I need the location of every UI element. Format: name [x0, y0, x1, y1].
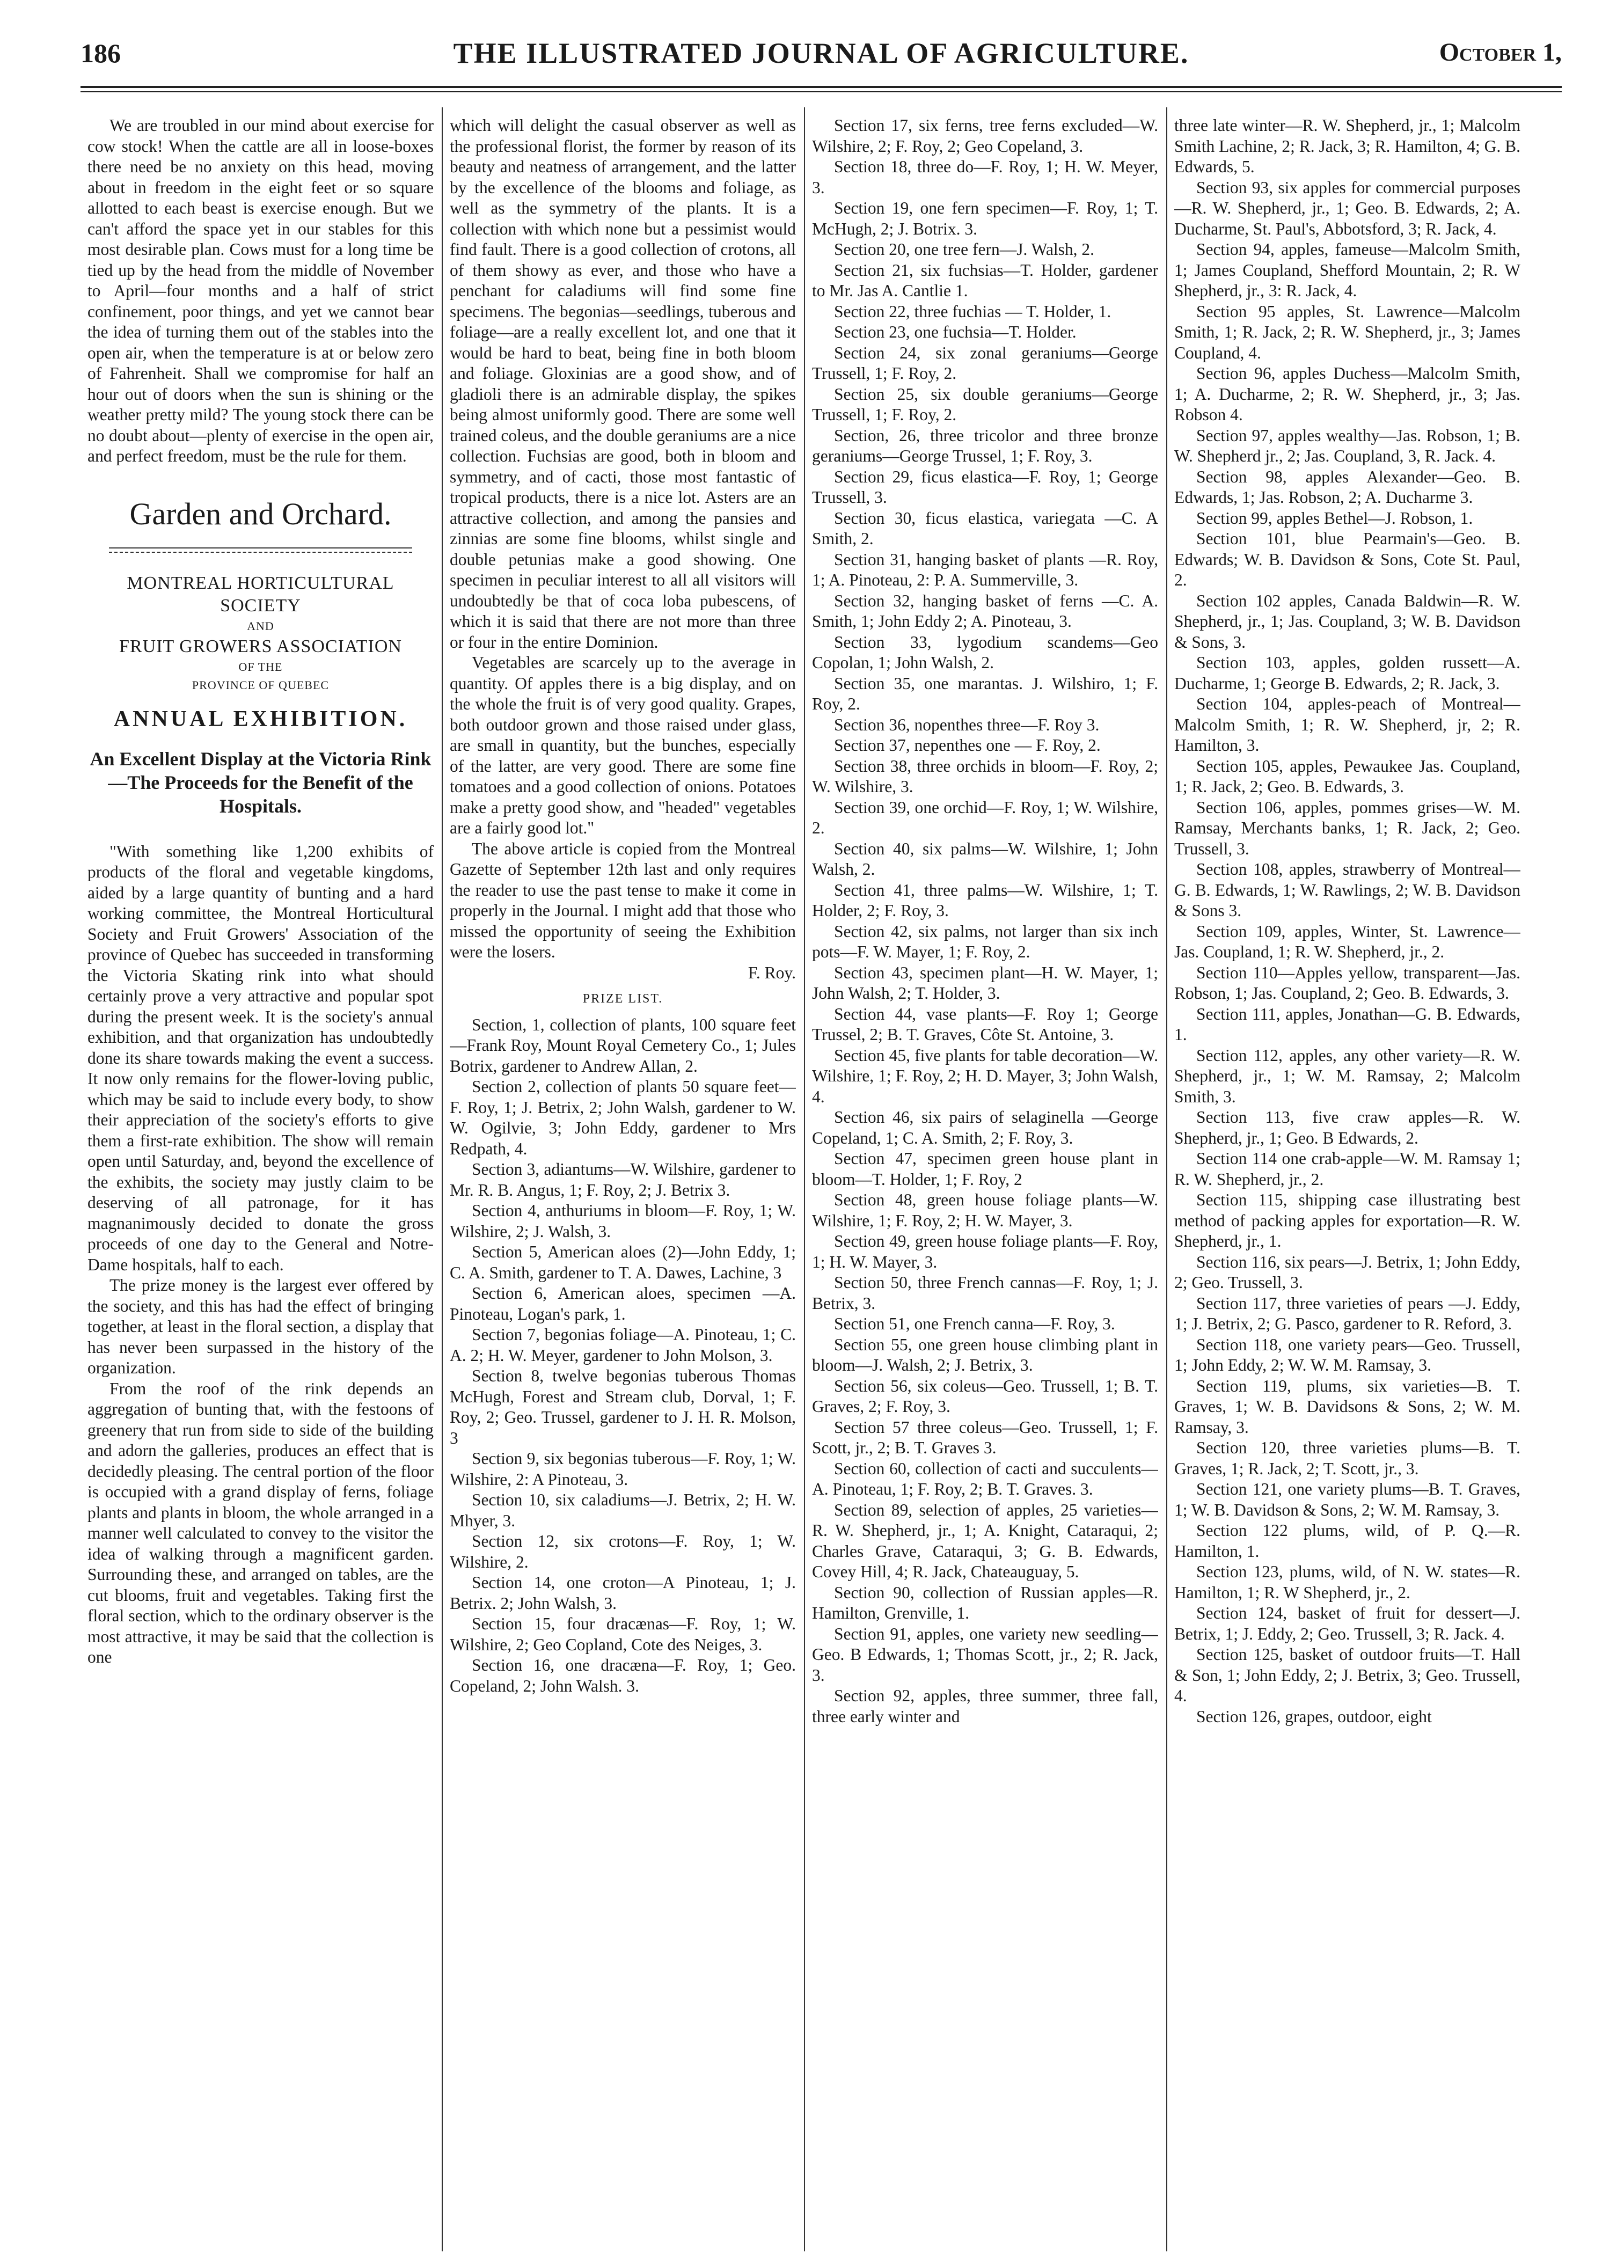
prize-entry: Section 4, anthuriums in bloom—F. Roy, 1; W. Wilshire, 2; J. Walsh, 3.	[450, 1201, 796, 1241]
prize-entry: Section 113, five craw apples—R. W. Shepherd, jr., 1; Geo. B Edwards, 2.	[1174, 1108, 1520, 1147]
prize-entry: Section 42, six palms, not larger than six inch pots—F. W. Mayer, 1; F. Roy, 2.	[812, 921, 1158, 961]
prize-entry: Section 119, plums, six varieties—B. T. Graves, 1; W. B. Davidsons & Sons, 2; W. M. Ramsay, 3.	[1174, 1376, 1520, 1437]
column-divider	[804, 107, 805, 2251]
prize-entry: Section 32, hanging basket of ferns —C. A. Smith, 1; John Eddy 2; A. Pinoteau, 3.	[812, 591, 1158, 631]
prize-entry: Section 122 plums, wild, of P. Q.—R. Hamilton, 1.	[1174, 1521, 1520, 1561]
column-4	[1174, 115, 1520, 2251]
page-header	[81, 32, 1562, 91]
prize-entry: Section 106, apples, pommes grises—W. M. Ramsay, Merchants banks, 1; R. Jack, 2; Geo. Trussell, 3.	[1174, 798, 1520, 858]
prize-entry: Section 30, ficus elastica, variegata —C. A Smith, 2.	[812, 508, 1158, 548]
prize-entry: Section 12, six crotons—F. Roy, 1; W. Wilshire, 2.	[450, 1532, 796, 1571]
column-2	[450, 115, 796, 2251]
prize-entry: Section 116, six pears—J. Betrix, 1; John Eddy, 2; Geo. Trussell, 3.	[1174, 1252, 1520, 1292]
article-paragraph: which will delight the casual observer as well as the professional florist, the former by reason of its beauty and neatness of arrangement, and the latter by the excellence of the blooms and foliage, as well as the symmetry of the plants. It is a collection with which none but a pessimist would find fault. There is a good collection of crotons, all of them showy as ever, and those who have a penchant for caladiums will find some fine specimens. The begonias—seedlings, tuberous and foliage—are a really excellent lot, and one that it would be hard to beat, being fine in both bloom and foliage. Gloxinias are a good show, and of gladioli there is an admirable display, the spikes being almost uniformly good. There are some well trained coleus, and the double geraniums are a nice collection. Fuchsias are good, both in bloom and symmetry, and of cacti, those most fantastic of tropical products, there is a nice lot. Asters are an attractive collection, and among the pansies and zinnias are some fine blooms, whilst single and double petunias make a good showing. One specimen in peculiar interest to all all visitors will undoubtedly be that of coca loba pubescens, of which it is said that there are not more than three or four in the entire Dominion.	[450, 116, 796, 652]
prize-entry: Section, 1, collection of plants, 100 square feet—Frank Roy, Mount Royal Cemetery Co., 1; Jules Botrix, gardener to Andrew Allan, 2.	[450, 1015, 796, 1076]
exhibition-heading: ANNUAL EXHIBITION.	[113, 706, 408, 731]
prize-entry: Section 99, apples Bethel—J. Robson, 1.	[1196, 508, 1473, 528]
prize-entry: Section 125, basket of outdoor fruits—T. Hall & Son, 1; John Eddy, 2; J. Betrix, 3; Geo. Trussell, 4.	[1174, 1645, 1520, 1705]
prize-entry: Section 91, apples, one variety new seedling—Geo. B Edwards, 1; Thomas Scott, jr., 2; R. Jack, 3.	[812, 1624, 1158, 1685]
prize-entry: Section 126, grapes, outdoor, eight	[1196, 1707, 1432, 1726]
article-paragraph: The above article is copied from the Montreal Gazette of September 12th last and only requires the reader to use the past tense to make it come in properly in the Journal. I might add that those who missed the opportunity of seeing the Exhibition were the losers.	[450, 839, 796, 961]
prize-list-heading: PRIZE LIST.	[582, 992, 663, 1006]
prize-entry: Section 114 one crab-apple—W. M. Ramsay 1; R. W. Shepherd, jr., 2.	[1174, 1149, 1520, 1189]
issue-date: October 1,	[1439, 38, 1562, 67]
prize-entry: Section 44, vase plants—F. Roy 1; George Trussel, 2; B. T. Graves, Côte St. Antoine, 3.	[812, 1004, 1158, 1044]
society-of-the: OF THE	[238, 660, 283, 674]
prize-entry: Section 104, apples-peach of Montreal—Malcolm Smith, 1; R. W. Shepherd, jr, 2; R. Hamilton, 3.	[1174, 694, 1520, 755]
article-paragraph: We are troubled in our mind about exercise for cow stock! When the cattle are all in loose-boxes there need be no anxiety on this head, moving about in freedom in the eight feet or so square allotted to each beast is exercise enough. But we can't afford the space yet in our stables for this most desirable plan. Cows must for a long time be tied up by the head from the middle of November to April—four months and a half of strict confinement, poor things, and yet we cannot bear the idea of turning them out of the stables into the open air, when the temperature is at or below zero of Fahrenheit. Shall we compromise for half an hour out of doors when the sun is shining or the weather pretty mild? The young stock there can be no doubt about—plenty of exercise in the open air, and perfect freedom, must be the rule for them.	[87, 116, 434, 465]
prize-entry: Section 120, three varieties plums—B. T. Graves, 1; R. Jack, 2; T. Scott, jr., 3.	[1174, 1438, 1520, 1478]
prize-entry: Section 97, apples wealthy—Jas. Robson, 1; B. W. Shepherd jr., 2; Jas. Coupland, 3, R. Jack. 4.	[1174, 426, 1520, 465]
prize-entry: Section 46, six pairs of selaginella —George Copeland, 1; C. A. Smith, 2; F. Roy, 3.	[812, 1108, 1158, 1147]
prize-entry: Section 102 apples, Canada Baldwin—R. W. Shepherd, jr., 1; Jas. Coupland, 3; W. B. Davidson & Sons, 3.	[1174, 591, 1520, 652]
prize-entry: Section 29, ficus elastica—F. Roy, 1; George Trussell, 3.	[812, 467, 1158, 507]
prize-entry: Section 56, six coleus—Geo. Trussell, 1; B. T. Graves, 2; F. Roy, 3.	[812, 1376, 1158, 1416]
prize-entry: Section 115, shipping case illustrating best method of packing apples for exportation—R. W. Shepherd, jr., 1.	[1174, 1190, 1520, 1250]
prize-entry: Section 51, one French canna—F. Roy, 3.	[833, 1314, 1115, 1333]
prize-entry: Section 33, lygodium scandems—Geo Copolan, 1; John Walsh, 2.	[812, 632, 1158, 672]
prize-entry: Section 9, six begonias tuberous—F. Roy, 1; W. Wilshire, 2: A Pinoteau, 3.	[450, 1449, 796, 1489]
prize-entry: Section 112, apples, any other variety—R. W. Shepherd, jr., 1; W. M. Ramsay, 2; Malcolm Smith, 3.	[1174, 1045, 1520, 1106]
prize-entry: Section 123, plums, wild, of N. W. states—R. Hamilton, 1; R. W Shepherd, jr., 2.	[1174, 1562, 1520, 1602]
prize-entry: Section 38, three orchids in bloom—F. Roy, 2; W. Wilshire, 3.	[812, 756, 1158, 796]
prize-entry: Section 31, hanging basket of plants —R. Roy, 1; A. Pinoteau, 2: P. A. Summerville, 3.	[812, 550, 1158, 589]
prize-entry: Section 124, basket of fruit for dessert—J. Betrix, 1; J. Eddy, 2; Geo. Trussell, 3; R. Jack. 4.	[1174, 1604, 1520, 1643]
prize-entry: Section 121, one variety plums—B. T. Graves, 1; W. B. Davidson & Sons, 2; W. M. Ramsay, 3.	[1174, 1480, 1520, 1519]
prize-entry: Section 101, blue Pearmain's—Geo. B. Edwards; W. B. Davidson & Sons, Cote St. Paul, 2.	[1174, 529, 1520, 589]
prize-entry: Section 24, six zonal geraniums—George Trussell, 1; F. Roy, 2.	[812, 343, 1158, 383]
article-paragraph: "With something like 1,200 exhibits of products of the floral and vegetable kingdoms, aided by a large quantity of bunting and a hard working committee, the Montreal Horticultural Society and Fruit Growers' Association of the province of Quebec has succeeded in transforming the Victoria Skating rink into what should certainly prove a very attractive and popular spot during the present week. It is the society's annual exhibition, and that organization has undoubtedly done its share towards making the event a success. It now only remains for the flower-loving public, which may be said to include every body, to show their appreciation of the society's efforts to give them a first-rate exhibition. The show will remain open until Saturday, and, beyond the excellence of the exhibits, the society may justly claim to be deserving of all patronage, for it has magnanimously decided to donate the gross proceeds of one day to the General and Notre-Dame hospitals, half to each.	[87, 842, 434, 1274]
prize-entry: Section 92, apples, three summer, three fall, three early winter and	[812, 1686, 1158, 1726]
prize-entry: Section 49, green house foliage plants—F. Roy, 1; H. W. Mayer, 3.	[812, 1232, 1158, 1271]
prize-entry: Section 118, one variety pears—Geo. Trussell, 1; John Eddy, 2; W. W. M. Ramsay, 3.	[1174, 1335, 1520, 1374]
prize-entry: Section 45, five plants for table decoration—W. Wilshire, 1; F. Roy, 2; H. D. Mayer, 3; John Walsh, 4.	[812, 1045, 1158, 1106]
page-number: 186	[81, 38, 121, 68]
column-divider	[442, 107, 443, 2251]
prize-list	[1174, 115, 1520, 1727]
prize-entry: Section 22, three fuchias — T. Holder, 1.	[833, 302, 1111, 321]
article-subheading: An Excellent Display at the Victoria Rink—The Proceeds for the Benefit of the Hospitals.	[90, 748, 431, 817]
article-paragraph: From the roof of the rink depends an aggregation of bunting that, with the festoons of greenery that run from side to side of the building and adorn the galleries, produces an effect that is decidedly pleasing. The central portion of the floor is occupied with a grand display of ferns, foliage plants and plants in bloom, the whole arranged in a manner well calculated to convey to the visitor the idea of walking through a magnificent garden. Surrounding these, and arranged on tables, are the cut blooms, fruit and vegetables. Taking first the floral section, which to the ordinary observer is the most attractive, it may be said that the collection is one	[87, 1379, 434, 1666]
prize-entry: Section 117, three varieties of pears —J. Eddy, 1; J. Betrix, 2; G. Pasco, gardener to R. Reford, 3.	[1174, 1293, 1520, 1333]
prize-entry: Section 21, six fuchsias—T. Holder, gardener to Mr. Jas A. Cantlie 1.	[812, 260, 1158, 300]
prize-entry: Section 17, six ferns, tree ferns excluded—W. Wilshire, 2; F. Roy, 2; Geo Copeland, 3.	[812, 116, 1158, 156]
column-1	[87, 115, 434, 2251]
article-paragraph: The prize money is the largest ever offered by the society, and this has had the effect of bringing together, at least in the floral section, a display that has never been surpassed in the history of the organization.	[87, 1276, 434, 1377]
prize-list	[812, 115, 1158, 1727]
prize-entry: Section 6, American aloes, specimen —A. Pinoteau, Logan's park, 1.	[450, 1284, 796, 1323]
prize-entry: Section 18, three do—F. Roy, 1; H. W. Meyer, 3.	[812, 157, 1158, 197]
prize-entry: Section 35, one marantas. J. Wilshiro, 1; F. Roy, 2.	[812, 674, 1158, 713]
prize-entry: Section 109, apples, Winter, St. Lawrence—Jas. Coupland, 1; R. W. Shepherd, jr., 2.	[1174, 921, 1520, 961]
prize-entry: Section 19, one fern specimen—F. Roy, 1; T. McHugh, 2; J. Botrix. 3.	[812, 199, 1158, 238]
prize-list	[450, 1015, 796, 1697]
prize-entry: Section 96, apples Duchess—Malcolm Smith, 1; A. Ducharme, 2; R. W. Shepherd, jr., 3; Jas. Robson 4.	[1174, 364, 1520, 424]
prize-entry: Section 105, apples, Pewaukee Jas. Coupland, 1; R. Jack, 2; Geo. B. Edwards, 3.	[1174, 756, 1520, 796]
association-name: FRUIT GROWERS ASSOCIATION	[119, 636, 402, 656]
ornamental-rule	[109, 547, 412, 553]
section-title: Garden and Orchard.	[129, 496, 392, 531]
journal-title: THE ILLUSTRATED JOURNAL OF AGRICULTURE.	[453, 37, 1189, 69]
article-paragraph: Vegetables are scarcely up to the average in quantity. Of apples there is a big display, and on the whole the fruit is of very good quality. Grapes, both outdoor grown and those raised under glass, are small in quantity, but the bunches, especially of the latter, are very good. There are some fine tomatoes and a good collection of onions. Potatoes make a pretty good show, and "headed" vegetables are a fairly good lot."	[450, 653, 796, 837]
prize-entry: Section 103, apples, golden russett—A. Ducharme, 1; George B. Edwards, 2; R. Jack, 3.	[1174, 653, 1520, 693]
prize-entry: Section, 26, three tricolor and three bronze geraniums—George Trussel, 1; F. Roy, 3.	[812, 426, 1158, 465]
prize-entry: Section 15, four dracænas—F. Roy, 1; W. Wilshire, 2; Geo Copland, Cote des Neiges, 3.	[450, 1614, 796, 1654]
prize-entry: Section 90, collection of Russian apples—R. Hamilton, Grenville, 1.	[812, 1583, 1158, 1622]
province-name: PROVINCE OF QUEBEC	[192, 678, 330, 692]
prize-entry: Section 98, apples Alexander—Geo. B. Edwards, 1; Jas. Robson, 2; A. Ducharme 3.	[1174, 467, 1520, 507]
prize-entry: Section 7, begonias foliage—A. Pinoteau, 1; C. A. 2; H. W. Meyer, gardener to John Molson, 3.	[450, 1325, 796, 1365]
header-rule	[81, 86, 1562, 88]
prize-entry: Section 40, six palms—W. Wilshire, 1; John Walsh, 2.	[812, 839, 1158, 879]
society-name: SOCIETY	[220, 595, 301, 616]
prize-entry: Section 43, specimen plant—H. W. Mayer, 1; John Walsh, 2; T. Holder, 3.	[812, 963, 1158, 1003]
prize-entry: Section 55, one green house climbing plant in bloom—J. Walsh, 2; J. Betrix, 3.	[812, 1335, 1158, 1374]
prize-entry: Section 48, green house foliage plants—W. Wilshire, 1; F. Roy, 2; H. W. Mayer, 3.	[812, 1190, 1158, 1230]
author-signature: F. Roy.	[748, 963, 796, 982]
prize-entry: Section 14, one croton—A Pinoteau, 1; J. Betrix. 2; John Walsh, 3.	[450, 1573, 796, 1613]
prize-entry: Section 20, one tree fern—J. Walsh, 2.	[833, 240, 1094, 259]
prize-entry: Section 2, collection of plants 50 square feet—F. Roy, 1; J. Betrix, 2; John Walsh, gardener to W. W. Ogilvie, 3; John Eddy, gardener to Mrs Redpath, 4.	[450, 1077, 796, 1158]
prize-entry: Section 89, selection of apples, 25 varieties—R. W. Shepherd, jr., 1; A. Knight, Cataraqui, 2; Charles Grave, Cataraqui, 3; G. B. Edwards, Covey Hill, 4; R. Jack, Chateauguay, 5.	[812, 1500, 1158, 1581]
prize-entry: Section 5, American aloes (2)—John Eddy, 1; C. A. Smith, gardener to T. A. Dawes, Lachine, 3	[450, 1242, 796, 1282]
prize-entry: Section 25, six double geraniums—George Trussell, 1; F. Roy, 2.	[812, 384, 1158, 424]
prize-entry: Section 93, six apples for commercial purposes—R. W. Shepherd, jr., 1; Geo. B. Edwards, 2; A. Ducharme, St. Paul's, Abbotsford, 3; R. Jack, 4.	[1174, 178, 1520, 238]
society-and: AND	[247, 619, 274, 633]
prize-entry: Section 16, one dracæna—F. Roy, 1; Geo. Copeland, 2; John Walsh. 3.	[450, 1656, 796, 1695]
column-3	[812, 115, 1158, 2251]
prize-entry: three late winter—R. W. Shepherd, jr., 1; Malcolm Smith Lachine, 2; R. Jack, 3; R. Hamilton, 4; G. B. Edwards, 5.	[1174, 116, 1520, 176]
column-divider	[1166, 107, 1167, 2251]
prize-entry: Section 10, six caladiums—J. Betrix, 2; H. W. Mhyer, 3.	[450, 1490, 796, 1530]
prize-entry: Section 110—Apples yellow, transparent—Jas. Robson, 1; Jas. Coupland, 2; Geo. B. Edwards, 3.	[1174, 963, 1520, 1003]
prize-entry: Section 108, apples, strawberry of Montreal—G. B. Edwards, 1; W. Rawlings, 2; W. B. Davidson & Sons 3.	[1174, 860, 1520, 920]
prize-entry: Section 23, one fuchsia—T. Holder.	[833, 323, 1077, 341]
header-rule-thin	[81, 91, 1562, 92]
prize-entry: Section 111, apples, Jonathan—G. B. Edwards, 1.	[1174, 1004, 1520, 1044]
prize-entry: Section 57 three coleus—Geo. Trussell, 1; F. Scott, jr., 2; B. T. Graves 3.	[812, 1417, 1158, 1457]
prize-entry: Section 47, specimen green house plant in bloom—T. Holder, 1; F. Roy, 2	[812, 1149, 1158, 1189]
prize-entry: Section 95 apples, St. Lawrence—Malcolm Smith, 1; R. Jack, 2; R. W. Shepherd, jr., 3; James Coupland, 4.	[1174, 302, 1520, 362]
prize-entry: Section 37, nepenthes one — F. Roy, 2.	[833, 736, 1101, 755]
prize-entry: Section 3, adiantums—W. Wilshire, gardener to Mr. R. B. Angus, 1; F. Roy, 2; J. Betrix 3.	[450, 1160, 796, 1199]
prize-entry: Section 94, apples, fameuse—Malcolm Smith, 1; James Coupland, Shefford Mountain, 2; R. W Shepherd, jr., 3: R. Jack, 4.	[1174, 240, 1520, 300]
society-name: MONTREAL HORTICULTURAL	[127, 573, 394, 593]
prize-entry: Section 8, twelve begonias tuberous Thomas McHugh, Forest and Stream club, Dorval, 1; F. Roy, 2; Geo. Trussel, gardener to J. H. R. Molson, 3	[450, 1366, 796, 1447]
prize-entry: Section 41, three palms—W. Wilshire, 1; T. Holder, 2; F. Roy, 3.	[812, 880, 1158, 920]
prize-entry: Section 50, three French cannas—F. Roy, 1; J. Betrix, 3.	[812, 1273, 1158, 1313]
prize-entry: Section 39, one orchid—F. Roy, 1; W. Wilshire, 2.	[812, 798, 1158, 837]
prize-entry: Section 60, collection of cacti and succulents—A. Pinoteau, 1; F. Roy, 2; B. T. Graves. 3.	[812, 1459, 1158, 1498]
prize-entry: Section 36, nopenthes three—F. Roy 3.	[833, 715, 1100, 734]
